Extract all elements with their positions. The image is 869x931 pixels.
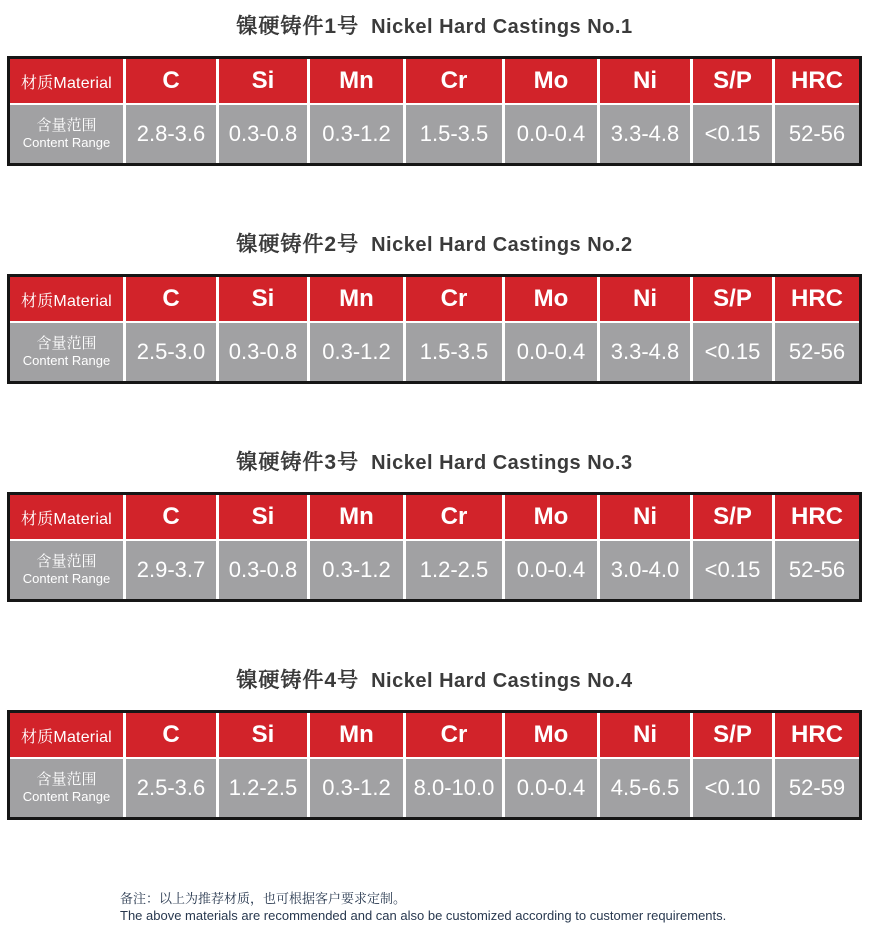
value-cell-sp: <0.15 [690, 105, 772, 163]
header-cell-sp: S/P [690, 59, 772, 105]
table-title [0, 668, 869, 694]
header-cell-material: 材质Material [10, 495, 123, 541]
value-cell-c: 2.9-3.7 [123, 541, 216, 599]
value-cell-sp: <0.15 [690, 323, 772, 381]
section-castings-2 [0, 232, 869, 384]
header-row [10, 495, 859, 541]
table-title [0, 450, 869, 476]
value-cell-ni: 3.3-4.8 [597, 323, 690, 381]
footnote [120, 890, 869, 924]
value-cell-mo: 0.0-0.4 [502, 759, 597, 817]
row-label-en: Content Range [22, 571, 111, 587]
table-title-en: Nickel Hard Castings No.3 [371, 452, 633, 474]
table-title-en: Nickel Hard Castings No.2 [371, 234, 633, 256]
row-label-cell [10, 105, 123, 163]
header-cell-mo: Mo [502, 713, 597, 759]
table-title-en: Nickel Hard Castings No.1 [371, 16, 633, 38]
value-cell-ni: 3.0-4.0 [597, 541, 690, 599]
value-cell-mo: 0.0-0.4 [502, 541, 597, 599]
header-cell-sp: S/P [690, 495, 772, 541]
value-cell-sp: <0.10 [690, 759, 772, 817]
header-cell-mn: Mn [307, 495, 403, 541]
header-cell-cr: Cr [403, 713, 502, 759]
header-cell-cr: Cr [403, 59, 502, 105]
row-label-zh: 含量范围 [36, 553, 97, 571]
header-cell-sp: S/P [690, 277, 772, 323]
row-label-en: Content Range [22, 789, 111, 805]
row-label-en: Content Range [22, 135, 111, 151]
section-castings-3 [0, 450, 869, 602]
header-cell-ni: Ni [597, 713, 690, 759]
footnote-zh: 备注：以上为推荐材质，也可根据客户要求定制。 [120, 891, 407, 906]
header-cell-sp: S/P [690, 713, 772, 759]
value-cell-cr: 1.2-2.5 [403, 541, 502, 599]
value-cell-mn: 0.3-1.2 [307, 105, 403, 163]
value-cell-hrc: 52-56 [772, 105, 859, 163]
table-title-zh: 镍硬铸件2号 [236, 233, 360, 256]
value-cell-c: 2.5-3.0 [123, 323, 216, 381]
row-label-zh: 含量范围 [36, 335, 97, 353]
spec-table-4 [7, 710, 862, 820]
header-cell-cr: Cr [403, 495, 502, 541]
value-cell-cr: 1.5-3.5 [403, 105, 502, 163]
value-cell-mn: 0.3-1.2 [307, 323, 403, 381]
header-cell-material: 材质Material [10, 713, 123, 759]
header-cell-mn: Mn [307, 59, 403, 105]
header-cell-hrc: HRC [772, 713, 859, 759]
row-label-cell [10, 323, 123, 381]
table-title-zh: 镍硬铸件1号 [236, 15, 360, 38]
page [0, 14, 869, 924]
header-cell-hrc: HRC [772, 495, 859, 541]
spec-table-3 [7, 492, 862, 602]
row-label-zh: 含量范围 [36, 117, 97, 135]
header-cell-hrc: HRC [772, 59, 859, 105]
table-title-en: Nickel Hard Castings No.4 [371, 670, 633, 692]
value-cell-ni: 3.3-4.8 [597, 105, 690, 163]
header-cell-si: Si [216, 59, 307, 105]
header-cell-c: C [123, 495, 216, 541]
table-title [0, 14, 869, 40]
value-cell-sp: <0.15 [690, 541, 772, 599]
spec-table-2 [7, 274, 862, 384]
header-cell-ni: Ni [597, 59, 690, 105]
value-cell-si: 0.3-0.8 [216, 541, 307, 599]
row-label-en: Content Range [22, 353, 111, 369]
header-cell-cr: Cr [403, 277, 502, 323]
value-cell-mn: 0.3-1.2 [307, 759, 403, 817]
value-cell-hrc: 52-56 [772, 541, 859, 599]
header-cell-mn: Mn [307, 277, 403, 323]
data-row [10, 323, 859, 381]
section-castings-1 [0, 14, 869, 166]
footnote-en: The above materials are recommended and can also be customized according to customer requirements. [120, 908, 727, 923]
header-cell-c: C [123, 59, 216, 105]
header-cell-mo: Mo [502, 495, 597, 541]
value-cell-si: 0.3-0.8 [216, 323, 307, 381]
header-cell-si: Si [216, 713, 307, 759]
value-cell-si: 1.2-2.5 [216, 759, 307, 817]
value-cell-hrc: 52-59 [772, 759, 859, 817]
data-row [10, 541, 859, 599]
value-cell-mo: 0.0-0.4 [502, 105, 597, 163]
value-cell-cr: 8.0-10.0 [403, 759, 502, 817]
header-cell-c: C [123, 713, 216, 759]
header-cell-material: 材质Material [10, 277, 123, 323]
table-title-zh: 镍硬铸件3号 [236, 451, 360, 474]
header-cell-mo: Mo [502, 277, 597, 323]
section-castings-4 [0, 668, 869, 820]
spec-table-1 [7, 56, 862, 166]
row-label-zh: 含量范围 [36, 771, 97, 789]
row-label-cell [10, 541, 123, 599]
header-cell-mo: Mo [502, 59, 597, 105]
value-cell-si: 0.3-0.8 [216, 105, 307, 163]
header-row [10, 59, 859, 105]
data-row [10, 759, 859, 817]
header-row [10, 713, 859, 759]
header-cell-c: C [123, 277, 216, 323]
value-cell-c: 2.5-3.6 [123, 759, 216, 817]
header-cell-ni: Ni [597, 277, 690, 323]
value-cell-hrc: 52-56 [772, 323, 859, 381]
header-cell-si: Si [216, 277, 307, 323]
header-cell-ni: Ni [597, 495, 690, 541]
header-cell-material: 材质Material [10, 59, 123, 105]
value-cell-ni: 4.5-6.5 [597, 759, 690, 817]
header-row [10, 277, 859, 323]
table-title-zh: 镍硬铸件4号 [236, 669, 360, 692]
value-cell-c: 2.8-3.6 [123, 105, 216, 163]
row-label-cell [10, 759, 123, 817]
header-cell-mn: Mn [307, 713, 403, 759]
value-cell-mn: 0.3-1.2 [307, 541, 403, 599]
table-title [0, 232, 869, 258]
value-cell-cr: 1.5-3.5 [403, 323, 502, 381]
header-cell-hrc: HRC [772, 277, 859, 323]
data-row [10, 105, 859, 163]
value-cell-mo: 0.0-0.4 [502, 323, 597, 381]
header-cell-si: Si [216, 495, 307, 541]
